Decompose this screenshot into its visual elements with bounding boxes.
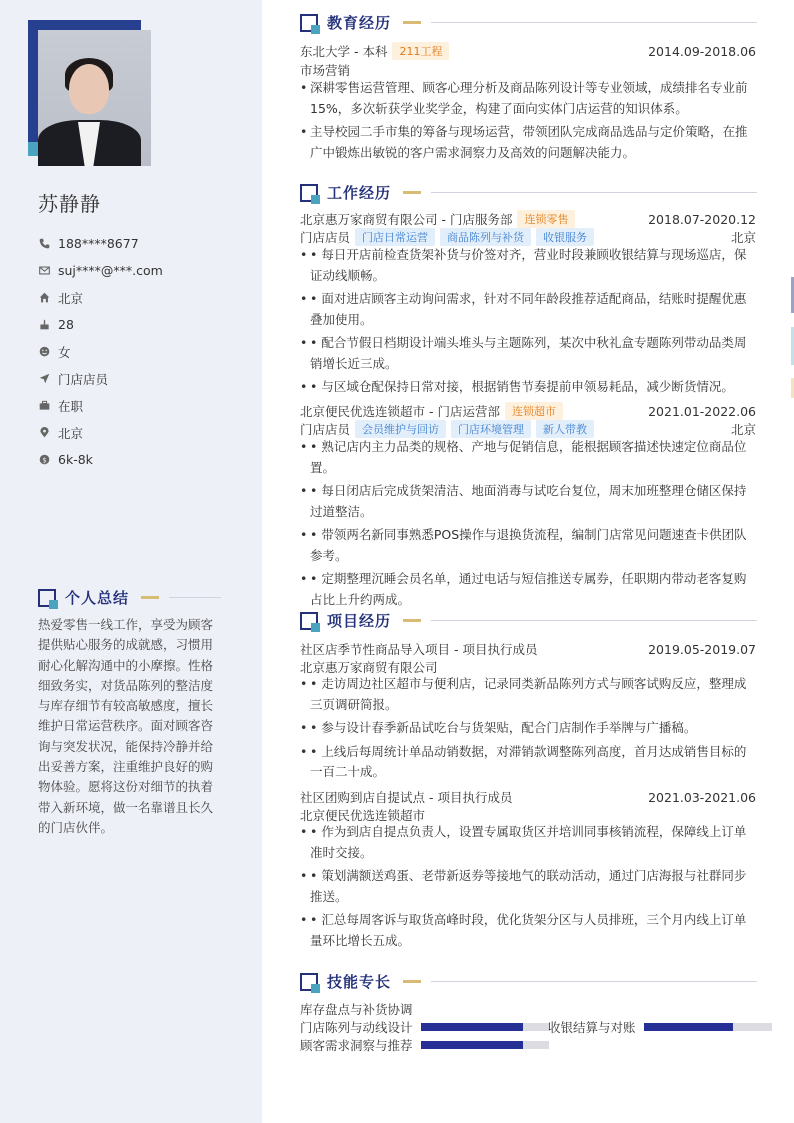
skill-item: 库存盘点与补货协调 — [300, 1002, 413, 1017]
briefcase-icon — [38, 400, 50, 412]
job-role-row: 门店店员 会员维护与回访 门店环境管理 新人带教 北京 — [300, 422, 756, 437]
avatar — [38, 30, 151, 166]
list-item: • • 带领两名新同事熟悉POS操作与退换货流程，编制门店常见问题速查卡供团队参考。 — [300, 525, 756, 566]
info-phone: 188****8677 — [38, 230, 238, 257]
sidebar — [0, 0, 262, 1123]
info-salary: $ 6k-8k — [38, 446, 238, 473]
list-item: • • 每日闭店后完成货架清洁、地面消毒与试吃台复位，周末加班整理仓储区保持过道整洁。 — [300, 481, 756, 522]
summary-text: 热爱零售一线工作，享受为顾客提供贴心服务的成就感，习惯用耐心化解沟通中的小摩擦。性格细致务实，对货品陈列的整洁度与库存细节有较高敏感度，擅长维护日常运营秩序。面对顾客咨询与突发状况，能保持冷静并给出妥善方案，注重维护良好的购物体验。愿将这份对细节的执着带入新环境，做一名靠谱且长久的门店伙伴。 — [38, 617, 214, 835]
list-item: • • 走访周边社区超市与便利店，记录同类新品陈列方式与顾客试购反应，整理成三页调研简报。 — [300, 674, 756, 715]
list-item: • • 每日开店前检查货架补货与价签对齐，营业时段兼顾收银结算与现场巡店，保证动线顺畅。 — [300, 245, 756, 286]
list-item: • • 定期整理沉睡会员名单，通过电话与短信推送专属券，任职期内带动老客复购占比上升约两成。 — [300, 569, 756, 610]
skill-item: 门店陈列与动线设计 — [300, 1018, 549, 1036]
list-item: • 深耕零售运营管理、顾客心理分析及商品陈列设计等专业领域，成绩排名专业前15%，多次斩获学业奖学金，构建了面向实体门店运营的知识体系。 — [300, 78, 756, 119]
skill-item: 收银结算与对账 — [548, 1018, 772, 1036]
list-item: • • 配合节假日档期设计端头堆头与主题陈列，某次中秋礼盒专题陈列带动品类周销增长近三成。 — [300, 333, 756, 374]
section-marker-icon — [300, 184, 318, 202]
info-age: 28 — [38, 311, 238, 338]
info-email: suj****@***.com — [38, 257, 238, 284]
skill-bar-fill — [421, 1041, 523, 1049]
skill-tag: 新人带教 — [536, 420, 594, 438]
info-location: 北京 — [38, 419, 238, 446]
job-role-row: 门店店员 门店日常运营 商品陈列与补货 收银服务 北京 — [300, 230, 756, 245]
info-home: 北京 — [38, 284, 238, 311]
project-row: 社区团购到店自提试点 - 项目执行成员 2021.03-2021.06 — [300, 789, 756, 805]
list-item: • 主导校园二手市集的筹备与现场运营，带领团队完成商品选品与定价策略，在推广中锻炼出敏锐的客户需求洞察力及高效的问题解决能力。 — [300, 122, 756, 163]
skill-tag: 会员维护与回访 — [355, 420, 446, 438]
send-icon — [38, 373, 50, 385]
skill-tag: 门店环境管理 — [451, 420, 531, 438]
tag-badge: 连锁零售 — [517, 210, 575, 228]
list-item: • • 熟记店内主力品类的规格、产地与促销信息，能根据顾客描述快速定位商品位置。 — [300, 437, 756, 478]
skill-bar — [644, 1023, 772, 1031]
project-row: 社区店季节性商品导入项目 - 项目执行成员 2019.05-2019.07 — [300, 641, 756, 657]
skill-bar — [421, 1023, 549, 1031]
skill-tag: 商品陈列与补货 — [440, 228, 531, 246]
education-major: 市场营销 — [300, 63, 351, 78]
candidate-name: 苏静静 — [38, 192, 101, 216]
home-icon — [38, 292, 50, 304]
project-bullets — [300, 674, 756, 786]
skills-header: 技能专长 — [300, 971, 757, 992]
job-bullets — [300, 245, 756, 401]
info-gender: 女 — [38, 338, 238, 365]
job-bullets — [300, 437, 756, 613]
project-org: 北京惠万家商贸有限公司 — [300, 660, 438, 675]
list-item: • • 与区域仓配保持日常对接，根据销售节奏提前申领易耗品，减少断货情况。 — [300, 377, 756, 398]
list-item: • • 汇总每周客诉与取货高峰时段，优化货架分区与人员排班，三个月内线上订单量环比增长五成。 — [300, 910, 756, 951]
job-row: 北京惠万家商贸有限公司 - 门店服务部 连锁零售 2018.07-2020.12 — [300, 211, 756, 227]
education-row: 东北大学 - 本科 211工程 2014.09-2018.06 — [300, 43, 756, 59]
svg-text:$: $ — [41, 456, 47, 465]
list-item: • • 上线后每周统计单品动销数据，对滞销款调整陈列高度，首月达成销售目标的一百二十成。 — [300, 742, 756, 783]
list-item: • • 参与设计春季新品试吃台与货架贴，配合门店制作手举牌与广播稿。 — [300, 718, 756, 739]
skill-bar-fill — [644, 1023, 734, 1031]
gender-icon — [38, 346, 50, 358]
list-item: • • 作为到店自提点负责人，设置专属取货区并培训同事核销流程，保障线上订单准时交接。 — [300, 822, 756, 863]
projects-header: 项目经历 — [300, 610, 757, 631]
list-item: • • 策划满额送鸡蛋、老带新返券等接地气的联动活动，通过门店海报与社群同步推送。 — [300, 866, 756, 907]
section-marker-icon — [38, 589, 56, 607]
work-header: 工作经历 — [300, 182, 757, 203]
section-marker-icon — [300, 973, 318, 991]
list-item: • • 面对进店顾客主动询问需求，针对不同年龄段推荐适配商品，结账时提醒优惠叠加使用。 — [300, 289, 756, 330]
skill-tag: 收银服务 — [536, 228, 594, 246]
summary-header: 个人总结 — [38, 587, 221, 608]
education-header: 教育经历 — [300, 12, 757, 33]
cake-icon — [38, 319, 50, 331]
tag-badge: 211工程 — [392, 42, 449, 60]
skill-item: 顾客需求洞察与推荐 — [300, 1036, 549, 1054]
skill-tag: 门店日常运营 — [355, 228, 435, 246]
info-status: 在职 — [38, 392, 238, 419]
mail-icon — [38, 265, 50, 277]
info-position: 门店店员 — [38, 365, 238, 392]
project-bullets — [300, 822, 756, 954]
tag-badge: 连锁超市 — [505, 402, 563, 420]
job-row: 北京便民优选连锁超市 - 门店运营部 连锁超市 2021.01-2022.06 — [300, 403, 756, 419]
location-icon — [38, 427, 50, 439]
salary-icon — [38, 454, 50, 466]
skill-bar — [421, 1041, 549, 1049]
education-bullets — [300, 78, 756, 166]
section-marker-icon — [300, 612, 318, 630]
section-marker-icon — [300, 14, 318, 32]
phone-icon — [38, 238, 50, 250]
project-org: 北京便民优选连锁超市 — [300, 808, 426, 823]
contact-info-list — [38, 230, 238, 473]
skill-bar-fill — [421, 1023, 523, 1031]
